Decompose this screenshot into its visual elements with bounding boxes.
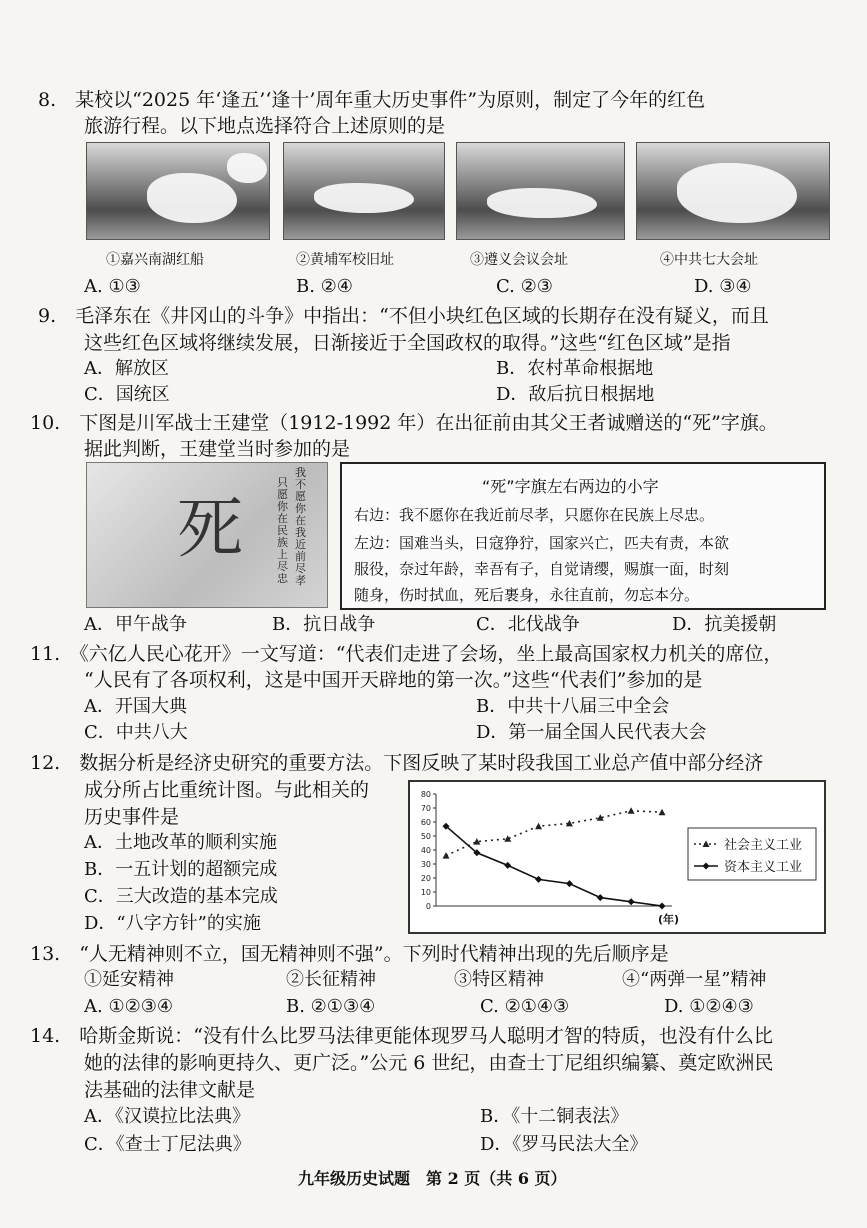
q14-stem-line2: 她的法律的影响更持久、更广泛。”公元 6 世纪，由查士丁尼组织编纂、奠定欧洲民 <box>84 1052 774 1074</box>
y-tick-label: 0 <box>425 902 431 911</box>
photo-zunyi <box>456 142 625 240</box>
q11-stem-line2: “人民有了各项权利，这是中国开天辟地的第一次。”这些“代表们”参加的是 <box>84 669 703 691</box>
q10-stem-line2: 据此判断，王建堂当时参加的是 <box>84 438 351 460</box>
photo-whampoa <box>283 142 445 240</box>
q13-option-a: A. ①②③④ <box>84 996 173 1017</box>
series-2-point <box>659 903 666 910</box>
q10-option-b: B．抗日战争 <box>272 614 376 635</box>
caption-1: ①嘉兴南湖红船 <box>106 252 204 268</box>
box-line-1: 右边：我不愿你在我近前尽孝，只愿你在民族上尽忠。 <box>354 506 715 524</box>
q12-stem-line2: 成分所占比重统计图。与此相关的 <box>84 779 370 801</box>
x-axis-unit-label: (年) <box>658 913 680 926</box>
y-tick-label: 80 <box>420 790 431 799</box>
series-2-point <box>504 862 511 869</box>
q14-stem-line1: 14. 哈斯金斯说：“没有什么比罗马法律更能体现罗马人聪明才智的特质，也没有什么比 <box>30 1025 773 1047</box>
q12-option-a: A．土地改革的顺利实施 <box>84 832 277 853</box>
q10-stem-line1: 10. 下图是川军战士王建堂（1912-1992 年）在出征前由其父王者诚赠送的“死”字旗。 <box>30 412 778 434</box>
series-line-1 <box>446 811 662 856</box>
q9-option-d: D．敌后抗日根据地 <box>496 384 655 405</box>
q9-stem-line2: 这些红色区域将继续发展，日渐接近于全国政权的取得。”这些“红色区域”是指 <box>84 332 731 354</box>
q13-stem-line1: 13. “人无精神则不立，国无精神则不强”。下列时代精神出现的先后顺序是 <box>30 943 669 965</box>
chart-svg <box>410 782 824 932</box>
q9-option-b: B．农村革命根据地 <box>496 358 654 379</box>
series-1-point <box>659 809 666 816</box>
y-tick-label: 50 <box>420 832 431 841</box>
q11-stem-line1: 11. 《六亿人民心花开》一文写道：“代表们走进了会场，坐上最高国家权力机关的席位， <box>30 643 783 665</box>
q13-option-b: B. ②①③④ <box>286 996 376 1017</box>
q8-stem-line2: 旅游行程。以下地点选择符合上述原则的是 <box>84 115 446 137</box>
series-line-2 <box>446 826 662 906</box>
y-tick-label: 40 <box>420 846 431 855</box>
caption-3: ③遵义会议会址 <box>470 252 568 268</box>
q12-option-d: D．“八字方针”的实施 <box>84 913 261 934</box>
q14-option-b: B．《十二铜表法》 <box>480 1106 629 1127</box>
y-tick-label: 70 <box>420 804 431 813</box>
series-1-point <box>443 852 450 859</box>
q13-item-2: ②长征精神 <box>286 969 376 990</box>
flag-side-text-2: 只愿你在民族上尽忠 <box>277 476 288 585</box>
legend-label-1: 社会主义工业 <box>724 838 803 853</box>
q14-option-c: C．《查士丁尼法典》 <box>84 1134 251 1155</box>
q10-option-a: A．甲午战争 <box>84 614 187 635</box>
q14-stem-line3: 法基础的法律文献是 <box>84 1079 256 1101</box>
y-tick-label: 20 <box>420 874 431 883</box>
photo-seventh-congress <box>636 142 830 240</box>
q13-option-d: D. ①②④③ <box>664 996 754 1017</box>
series-1-point <box>628 807 635 814</box>
box-line-3: 服役，奈过年龄，幸吾有子，自觉请缨，赐旗一面，时刻 <box>354 560 730 578</box>
q12-stem-line3: 历史事件是 <box>84 806 180 828</box>
q11-option-d: D．第一届全国人民代表大会 <box>476 722 707 743</box>
q12-stem-line1: 12. 数据分析是经济史研究的重要方法。下图反映了某时段我国工业总产值中部分经济 <box>30 752 764 774</box>
q8-stem-line1: 8. 某校以“2025 年‘逢五’‘逢十’周年重大历史事件”为原则，制定了今年的红色 <box>38 89 706 111</box>
caption-2: ②黄埔军校旧址 <box>296 252 394 268</box>
q8-option-b: B. ②④ <box>296 276 353 297</box>
box-title: “死”字旗左右两边的小字 <box>482 477 659 496</box>
q9-option-a: A．解放区 <box>84 358 169 379</box>
q9-stem-line1: 9. 毛泽东在《井冈山的斗争》中指出：“不但小块红色区域的长期存在没有疑义，而且 <box>38 305 769 327</box>
q10-option-c: C．北伐战争 <box>476 614 580 635</box>
y-tick-label: 30 <box>420 860 431 869</box>
y-tick-label: 60 <box>420 818 431 827</box>
page-footer: 九年级历史试题 第 2 页（共 6 页） <box>298 1169 567 1188</box>
death-flag-image <box>86 462 328 608</box>
box-line-4: 随身，伤时拭血，死后裹身，永往直前，勿忘本分。 <box>354 586 700 604</box>
q9-option-c: C．国统区 <box>84 384 170 405</box>
flag-side-text-1: 我不愿你在我近前尽孝 <box>295 466 306 587</box>
q13-option-c: C. ②①④③ <box>480 996 570 1017</box>
q11-option-b: B．中共十八届三中全会 <box>476 696 670 717</box>
q13-item-3: ③特区精神 <box>454 969 544 990</box>
legend-label-2: 资本主义工业 <box>724 860 803 875</box>
box-line-2: 左边：国难当头，日寇狰狞，国家兴亡，匹夫有责，本欲 <box>354 534 730 552</box>
series-2-point <box>597 894 604 901</box>
q11-option-c: C．中共八大 <box>84 722 188 743</box>
series-1-point <box>535 823 542 830</box>
q10-option-d: D．抗美援朝 <box>672 614 777 635</box>
flag-text-box <box>340 462 826 610</box>
q8-option-a: A. ①③ <box>84 276 141 297</box>
series-2-point <box>628 898 635 905</box>
q8-option-d: D. ③④ <box>694 276 752 297</box>
q13-item-1: ①延安精神 <box>84 969 174 990</box>
series-2-point <box>566 880 573 887</box>
caption-4: ④中共七大会址 <box>660 252 758 268</box>
q12-option-c: C．三大改造的基本完成 <box>84 886 278 907</box>
q14-option-d: D．《罗马民法大全》 <box>480 1134 648 1155</box>
flag-character: 死 <box>177 490 243 567</box>
q14-option-a: A．《汉谟拉比法典》 <box>84 1106 250 1127</box>
economy-chart <box>408 780 826 934</box>
photo-red-boat <box>86 142 270 240</box>
y-tick-label: 10 <box>420 888 431 897</box>
q11-option-a: A．开国大典 <box>84 696 187 717</box>
q8-option-c: C. ②③ <box>496 276 553 297</box>
series-2-point <box>535 876 542 883</box>
q13-item-4: ④“两弹一星”精神 <box>622 969 767 990</box>
q12-option-b: B．一五计划的超额完成 <box>84 859 278 880</box>
